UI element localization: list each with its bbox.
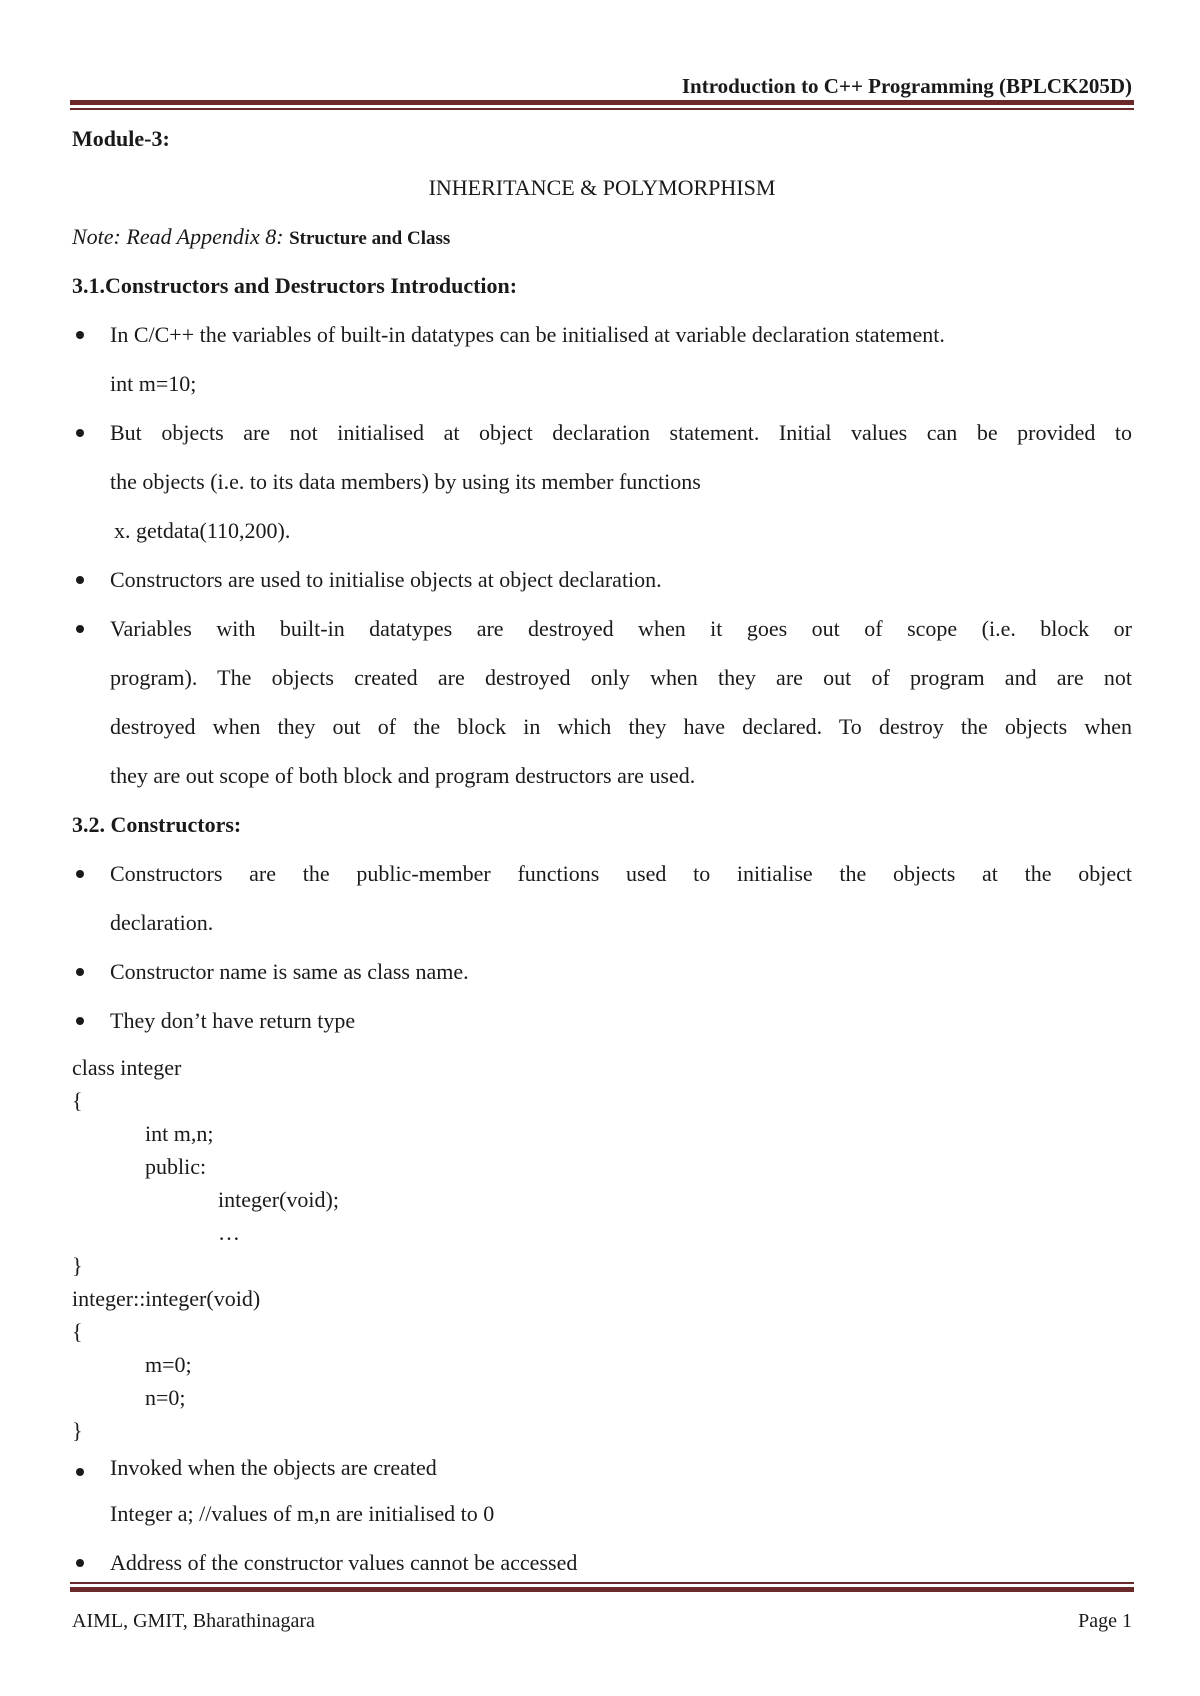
list-item-text: Address of the constructor values cannot be accessed (110, 1550, 578, 1575)
code-line: integer::integer(void) (72, 1286, 261, 1311)
chapter-title: INHERITANCE & POLYMORPHISM (428, 175, 776, 200)
list-item-text: But objects are not initialised at object declaration statement. Initial values can be provided to (110, 420, 1132, 445)
code-line: } (72, 1418, 83, 1443)
list-item-continuation: program). The objects created are destroyed only when they are out of program and are not (110, 665, 1132, 690)
page-footer (72, 1610, 1132, 1633)
footer-rule-thick (70, 1587, 1134, 1592)
list-item-text: Variables with built-in datatypes are destroyed when it goes out of scope (i.e. block or (110, 616, 1132, 641)
bullet-icon (72, 947, 110, 996)
bullet-icon (72, 310, 110, 359)
bullet-icon (72, 1447, 110, 1489)
code-snippet: x. getdata(110,200). (114, 518, 291, 543)
list-item (72, 947, 1132, 996)
code-line: n=0; (145, 1385, 186, 1410)
code-line: … (218, 1220, 240, 1245)
code-snippet: Integer a; //values of m,n are initialised to 0 (110, 1501, 495, 1526)
code-line: public: (145, 1154, 207, 1179)
list-item-continuation: declaration. (110, 910, 214, 935)
bullet-icon (72, 996, 110, 1045)
page-number: Page 1 (1078, 1610, 1132, 1632)
list-item (72, 555, 1132, 604)
list-item (72, 996, 1132, 1045)
code-line: int m,n; (145, 1121, 214, 1146)
list-item-continuation: the objects (i.e. to its data members) by using its member functions (110, 469, 701, 494)
header-rule-thin (70, 108, 1134, 110)
bullet-icon (72, 604, 110, 653)
bullet-icon (72, 1538, 110, 1587)
list-item (72, 1447, 1132, 1489)
list-item (72, 604, 1132, 653)
list-item (72, 310, 1132, 359)
module-label: Module-3: (72, 126, 170, 151)
code-line: { (72, 1088, 83, 1113)
code-snippet: int m=10; (110, 371, 197, 396)
list-item-continuation: they are out scope of both block and program destructors are used. (110, 763, 696, 788)
code-block (72, 1051, 1132, 1447)
code-line: integer(void); (218, 1187, 339, 1212)
code-line: class integer (72, 1055, 182, 1080)
code-line: { (72, 1319, 83, 1344)
section-heading-3-1: 3.1.Constructors and Destructors Introduction: (72, 273, 518, 298)
code-line: } (72, 1253, 83, 1278)
bullet-icon (72, 555, 110, 604)
list-item (72, 408, 1132, 457)
footer-institution: AIML, GMIT, Bharathinagara (72, 1610, 315, 1632)
note-text: Structure and Class (289, 228, 451, 249)
list-item-text: In C/C++ the variables of built-in datatypes can be initialised at variable declaration statement. (110, 322, 945, 347)
bullet-icon (72, 849, 110, 898)
page-body (72, 114, 1132, 1587)
footer-rule-thin (70, 1582, 1134, 1584)
note-label: Note: Read Appendix 8: (72, 224, 284, 249)
section-heading-3-2: 3.2. Constructors: (72, 812, 242, 837)
list-item-text: Invoked when the objects are created (110, 1455, 437, 1480)
bullet-icon (72, 408, 110, 457)
list-item-continuation: destroyed when they out of the block in which they have declared. To destroy the objects when (110, 714, 1132, 739)
list-item (72, 849, 1132, 898)
list-item-text: Constructors are used to initialise objects at object declaration. (110, 567, 662, 592)
code-line: m=0; (145, 1352, 192, 1377)
list-item-text: They don’t have return type (110, 1008, 356, 1033)
header-rule-thick (70, 100, 1134, 105)
note-line (72, 212, 1132, 261)
list-item-text: Constructor name is same as class name. (110, 959, 469, 984)
header-title: Introduction to C++ Programming (BPLCK205D) (681, 74, 1132, 98)
list-item (72, 1538, 1132, 1587)
list-item-text: Constructors are the public-member functions used to initialise the objects at the object (110, 861, 1132, 886)
